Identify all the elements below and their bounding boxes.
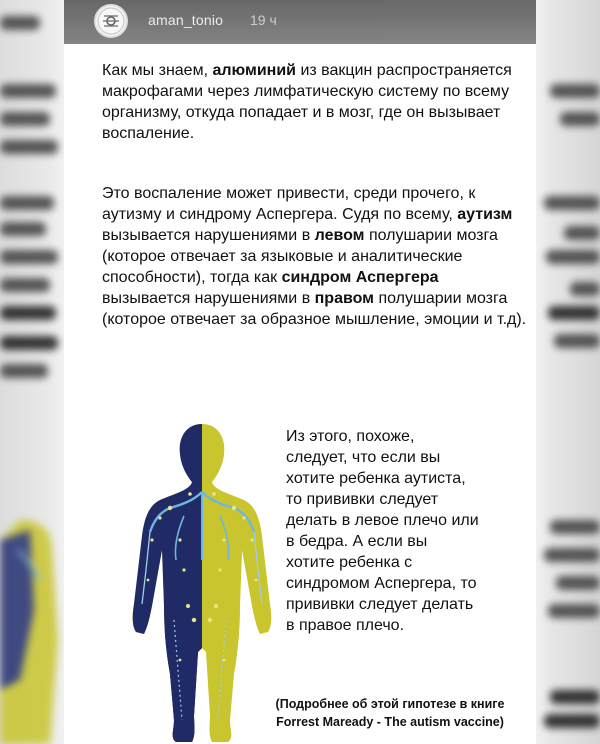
paragraph-inflammation: Это воспаление может привести, среди прочего, к аутизму и синдрому Аспергера. Судя по всему, аутизм вызывается нарушениями в левом полушарии мозга (которое отвечает за языковые и аналитические способности), тогда как синдром Аспергера вызывается нарушениями в правом полушарии мозга (которое отвечает за образное мышление, эмоции и т.д).	[102, 185, 527, 328]
post-timestamp: 19 ч	[250, 12, 277, 28]
username[interactable]: aman_tonio	[148, 12, 224, 28]
source-citation: (Подробнее об этой гипотезе в книге Forrest Maready - The autism vaccine)	[275, 697, 505, 729]
blurred-left-edge	[0, 0, 62, 744]
avatar-icon[interactable]	[94, 4, 128, 38]
paragraph-conclusion: Из этого, похоже, следует, что если вы хотите ребенка аутиста, то прививки следует делать в левое плечо или в бедра. А если вы хотите ребенка с синдромом Аспергера, то прививки следует делать в правое плечо.	[286, 428, 479, 634]
post-header	[64, 0, 536, 44]
blurred-right-edge	[542, 0, 600, 744]
post-card	[64, 0, 536, 744]
paragraph-aluminium: Как мы знаем, алюминий из вакцин распространяется макрофагами через лимфатическую систему по всему организму, откуда попадает и в мозг, где он вызывает воспаление.	[102, 62, 512, 142]
blurred-figure-left	[0, 520, 62, 744]
